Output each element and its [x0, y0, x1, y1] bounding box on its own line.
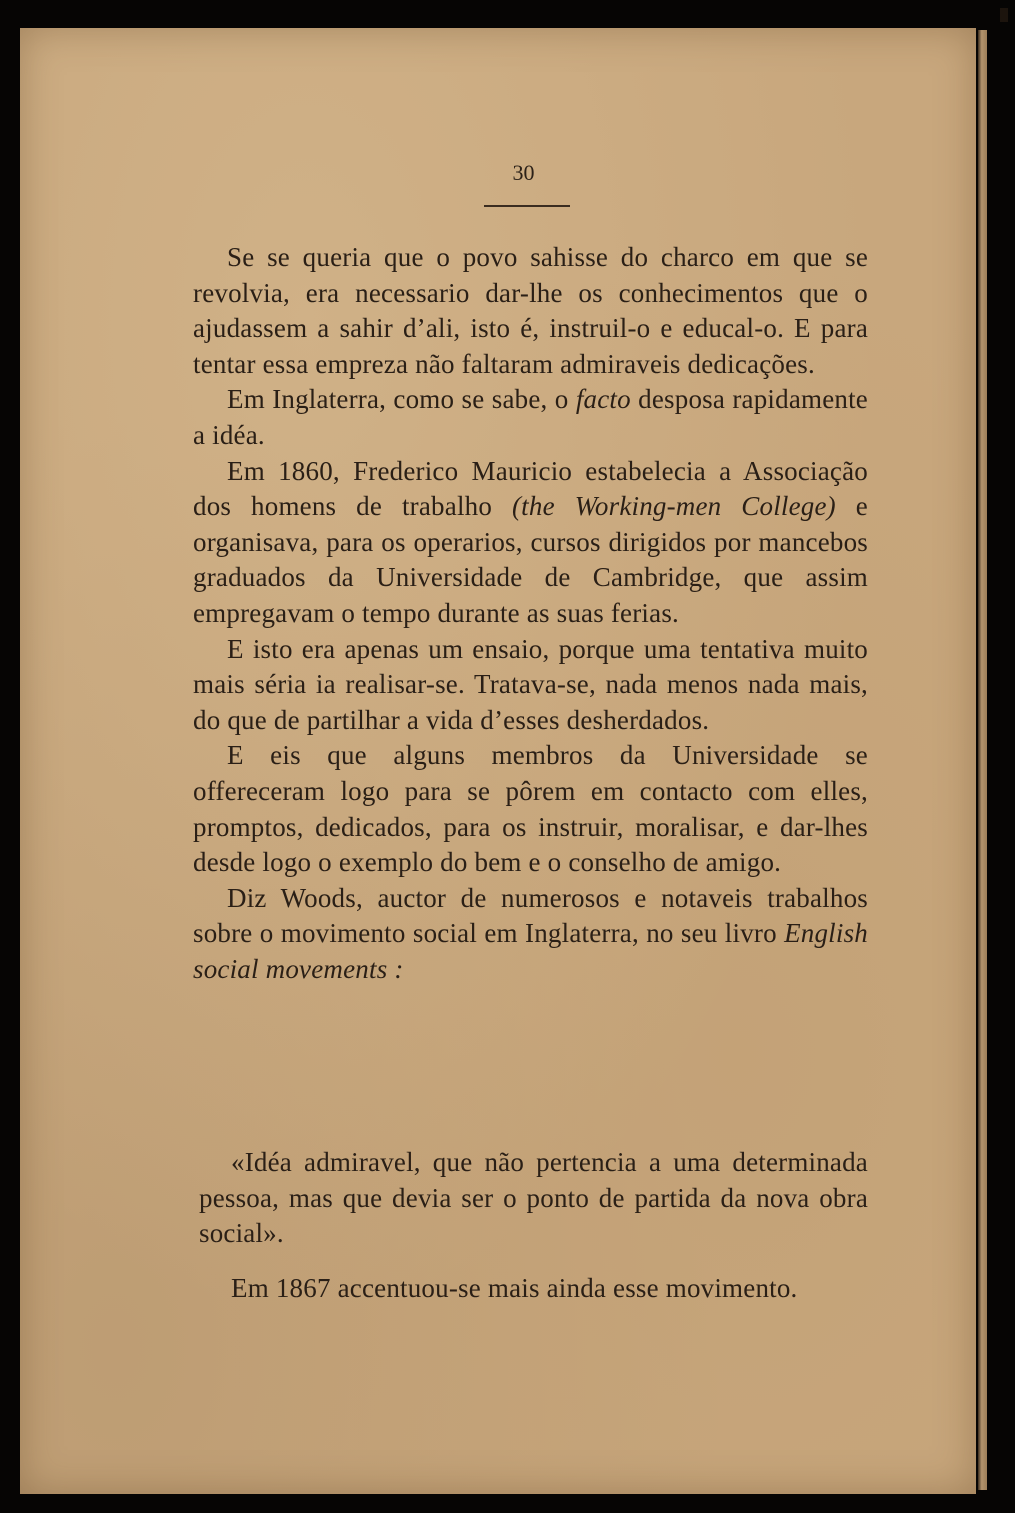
paragraph-2: [193, 382, 868, 453]
paragraph-6-start: Diz Woods, auctor de numerosos e notaveis trabalhos sobre o movimento social em Inglaterra, no seu livro: [193, 882, 868, 949]
paragraph-4: E isto era apenas um ensaio, porque uma tentativa muito mais séria ia realisar-se. Tratava-se, nada menos nada mais, do que de partilhar a vida d’esses desherdados.: [193, 633, 868, 735]
paragraph-2-end: desposa rapidamente a idéa.: [193, 384, 868, 450]
quotation: «Idéa admiravel, que não pertencia a uma determinada pessoa, mas que devia ser o ponto de partida da nova obra social».: [199, 1147, 868, 1248]
paragraph-3-end: e organisava, para os operarios, cursos dirigidos por mancebos graduados da Universidade de Cambridge, que assim empregavam o tempo durante as suas ferias.: [193, 491, 868, 628]
scan-mark: [1000, 8, 1008, 22]
paragraph-6: [193, 881, 868, 988]
paragraph-5: E eis que alguns membros da Universidade se offereceram logo para se pôrem em contacto com elles, promptos, dedicados, para os instruir, moralisar, e dar-lhes desde logo o exemplo do bem e o conselho de amigo.: [193, 740, 868, 878]
paragraph-3-start: Em 1860, Frederico Mauricio estabelecia a Associação dos homens de trabalho: [193, 455, 868, 522]
header-rule: [484, 205, 570, 207]
closing-paragraph: Em 1867 accentuou-se mais ainda esse movimento.: [231, 1273, 798, 1303]
paragraph-2-start: Em Inglaterra, como se sabe, o: [227, 384, 576, 415]
italic-book-title: English social movements :: [193, 918, 868, 984]
next-page-edge: [978, 30, 987, 1490]
italic-college-name: (the Working-men College): [511, 491, 836, 522]
italic-facto: facto: [575, 384, 631, 415]
paragraph-3: [193, 454, 868, 632]
body-text: [193, 240, 868, 987]
page-number: 30: [512, 160, 535, 185]
paragraph-1: Se se queria que o povo sahisse do charco em que se revolvia, era necessario dar-lhe os conhecimentos que o ajudassem a sahir d’ali, isto é, instruil-o e educal-o. E para tentar essa empreza não faltaram admiraveis dedicações.: [193, 242, 868, 379]
